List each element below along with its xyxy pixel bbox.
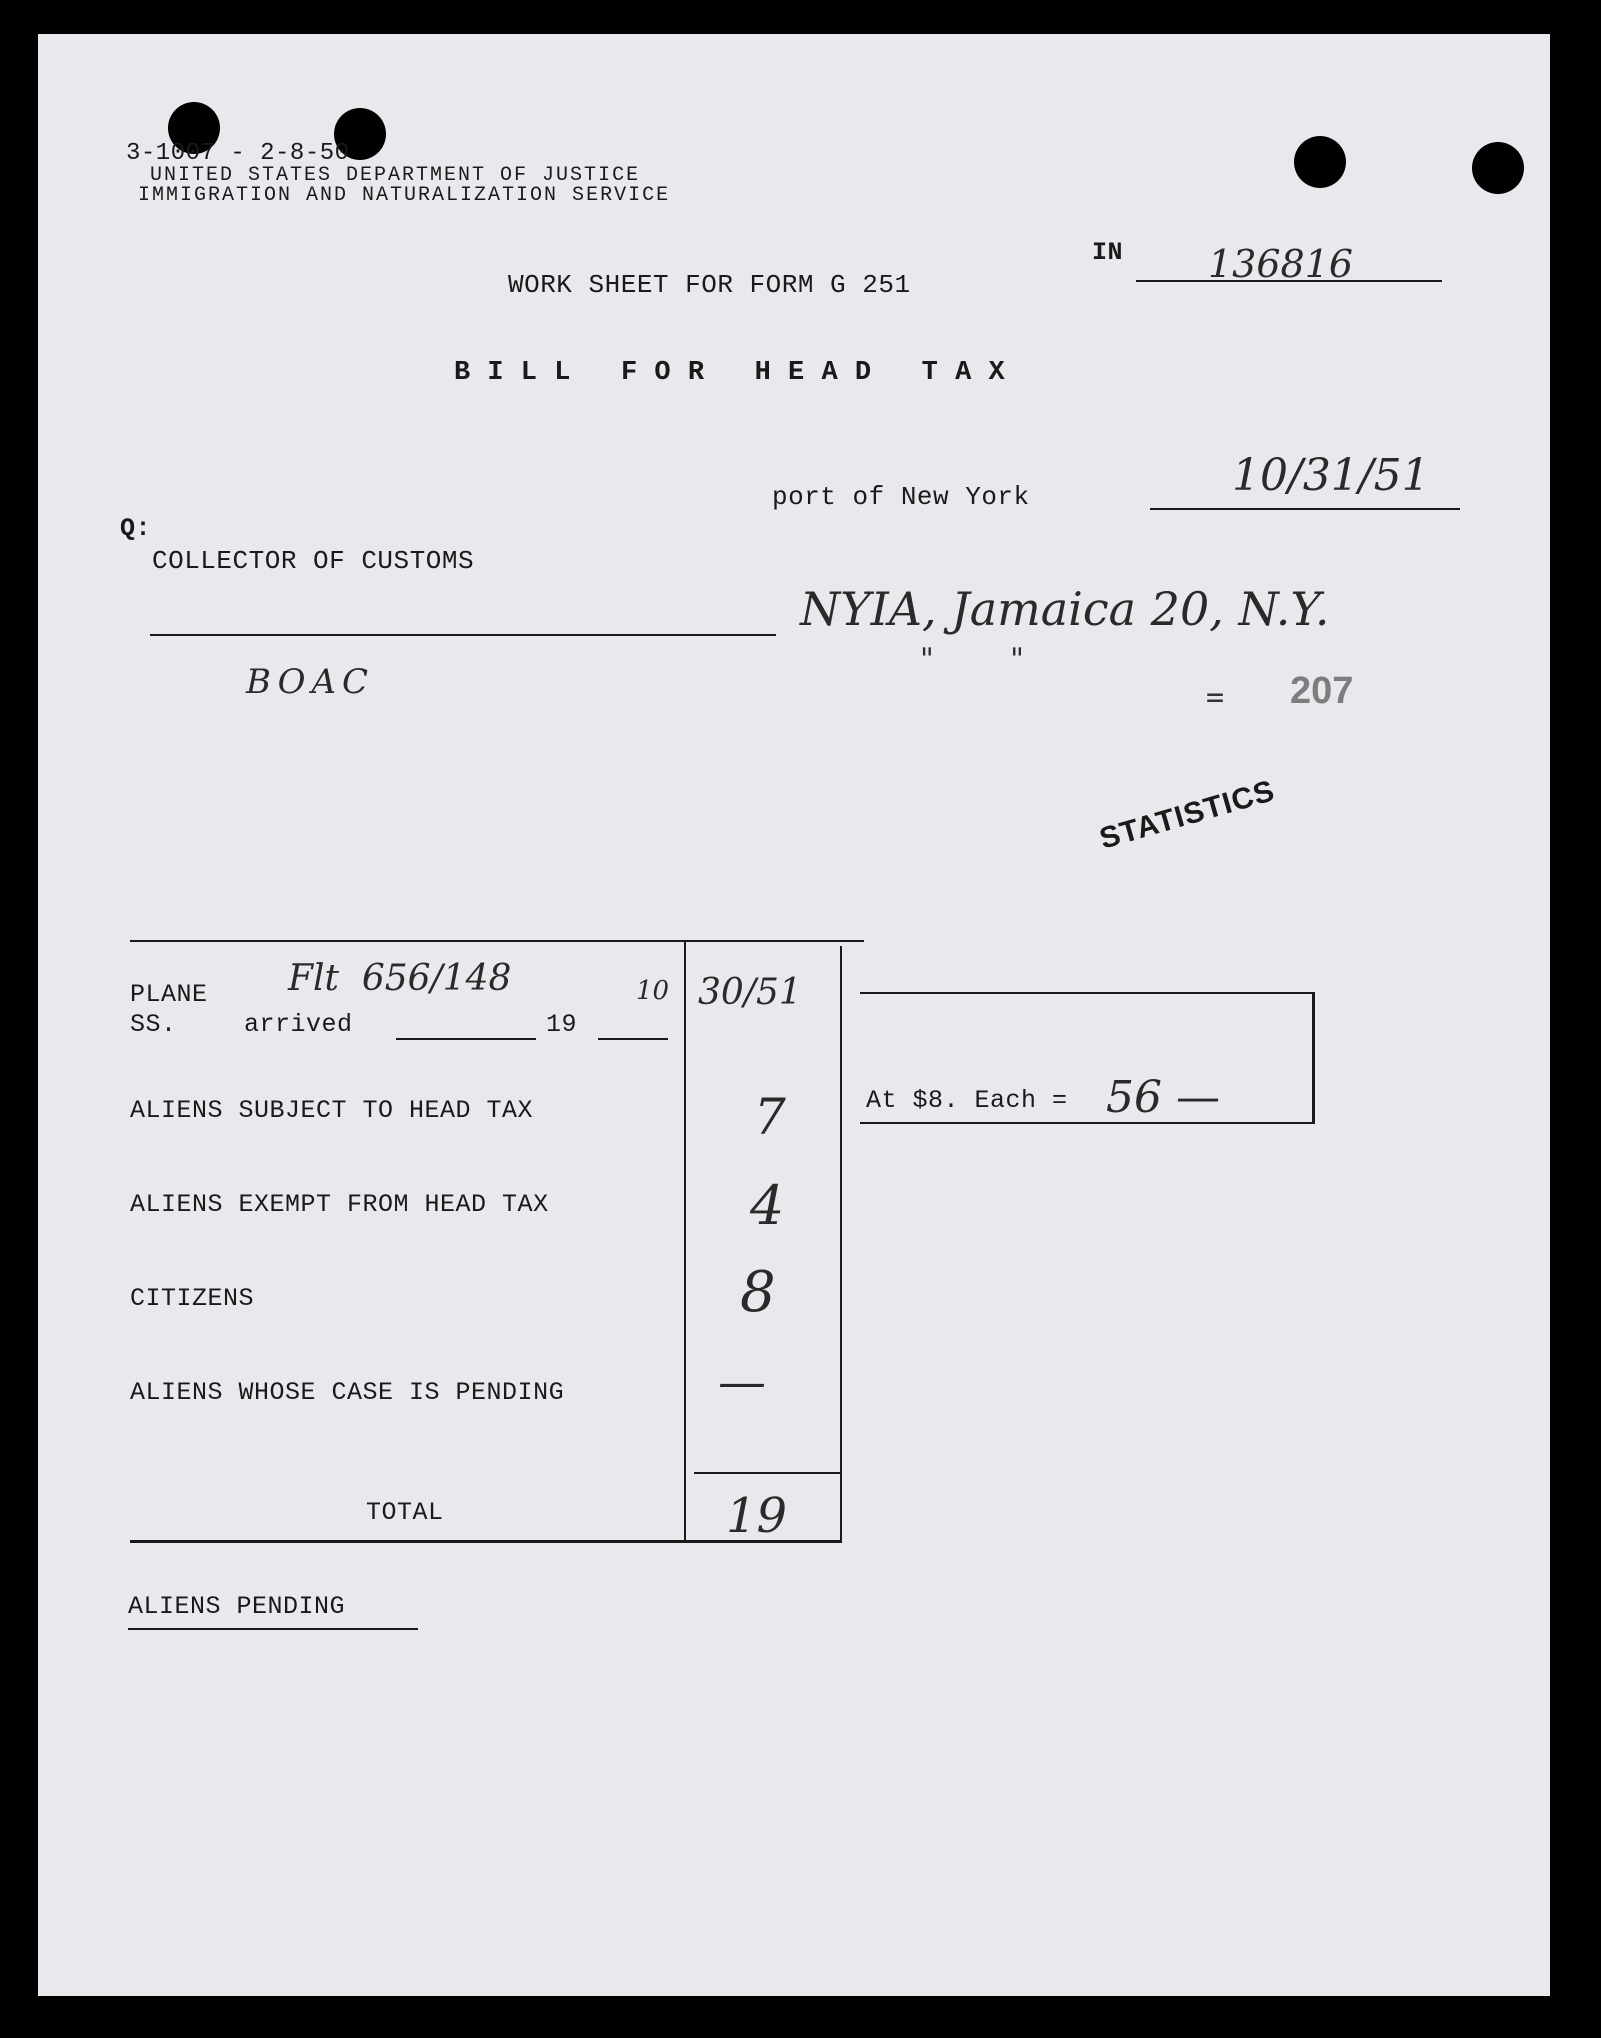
total-label: TOTAL [366, 1498, 444, 1527]
date-underline [1150, 508, 1460, 510]
arrival-date-prefix: 10 [636, 976, 670, 1006]
addressee-underline [150, 634, 776, 636]
form-title: WORK SHEET FOR FORM G 251 [508, 270, 911, 300]
rate-label: At $8. Each = [866, 1086, 1068, 1115]
punch-hole [1472, 142, 1524, 194]
row-value-exempt: 4 [750, 1174, 785, 1237]
year-blank [598, 1038, 668, 1040]
ditto-marks: " " [920, 642, 1024, 677]
table-divider [684, 940, 686, 1542]
table-right-border [840, 946, 842, 1542]
plane-label: PLANE [130, 980, 208, 1009]
location: NYIA, Jamaica 20, N.Y. [800, 582, 1330, 636]
date: 10/31/51 [1232, 450, 1430, 501]
year-prefix: 19 [546, 1010, 578, 1039]
in-label: IN [1092, 238, 1124, 267]
arrived-blank [396, 1038, 536, 1040]
row-label-pending: ALIENS WHOSE CASE IS PENDING [130, 1378, 565, 1407]
dash-mark: = [1206, 680, 1225, 715]
row-label-subject: ALIENS SUBJECT TO HEAD TAX [130, 1096, 534, 1125]
form-number: 3-1007 - 2-8-50 [126, 140, 350, 167]
row-value-citizens: 8 [740, 1260, 776, 1325]
row-value-subject: 7 [754, 1088, 786, 1146]
row-label-citizens: CITIZENS [130, 1284, 255, 1313]
row-value-pending: — [718, 1354, 766, 1410]
punch-hole [1294, 136, 1346, 188]
agency-service: IMMIGRATION AND NATURALIZATION SERVICE [138, 184, 671, 207]
arrival-date: 30/51 [698, 972, 802, 1013]
rate-amount: 56 — [1106, 1072, 1220, 1123]
carrier: BOAC [246, 662, 375, 702]
agency-name: UNITED STATES DEPARTMENT OF JUSTICE [150, 164, 641, 187]
to-label: Q: [120, 514, 152, 543]
flight-number: Flt 656/148 [288, 958, 512, 999]
port-label: port of New York [772, 482, 1030, 512]
aliens-pending-underline [128, 1628, 418, 1630]
in-number: 136816 [1208, 242, 1354, 286]
table-top-border [130, 940, 864, 942]
arrived-label: arrived [244, 1010, 353, 1039]
statistics-stamp: STATISTICS [1096, 774, 1279, 856]
document-sheet [38, 34, 1550, 1996]
addressee: COLLECTOR OF CUSTOMS [152, 546, 475, 576]
row-label-exempt: ALIENS EXEMPT FROM HEAD TAX [130, 1190, 549, 1219]
aliens-pending-label: ALIENS PENDING [128, 1592, 346, 1621]
total-separator [694, 1472, 840, 1474]
stamp-number: 207 [1290, 670, 1354, 712]
ss-label: SS. [130, 1010, 177, 1039]
in-number-underline [1136, 280, 1442, 282]
total-value: 19 [726, 1488, 788, 1544]
bill-title: B I L L F O R H E A D T A X [454, 358, 1006, 388]
